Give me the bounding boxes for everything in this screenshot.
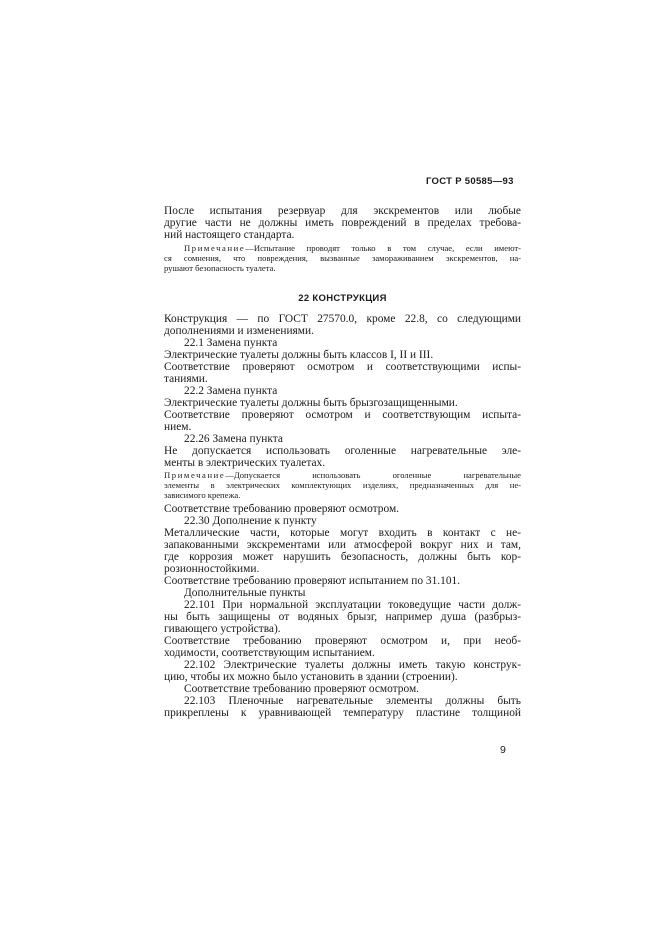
- clause-22-26-heading: 22.26 Замена пункта: [184, 433, 283, 445]
- intro-line-2: другие части не должны иметь повреждений в пределах требова-: [164, 217, 521, 229]
- clause-22-30-line-3: где коррозия может нарушить безопасность, должны быть кор-: [164, 551, 521, 563]
- clause-22-101-line-3: гивающего устройства).: [164, 623, 281, 635]
- note-2-line-3: зависимого крепежа.: [164, 490, 241, 500]
- note-2-label: Примечание: [164, 470, 226, 480]
- construction-lead-1: Конструкция — по ГОСТ 27570.0, кроме 22.8, со следующими: [164, 313, 521, 325]
- note-1-text: —Испытание проводят только в том случае, если имеют-: [245, 243, 521, 253]
- note-1-label: Примечание: [184, 243, 246, 253]
- clause-22-101-check-2: ходимости, соответствующим испытанием.: [164, 647, 375, 659]
- clause-22-30-check: Соответствие требованию проверяют испытанием по 31.101.: [164, 575, 461, 587]
- check-osmotr: Соответствие требованию проверяют осмотром.: [164, 503, 400, 515]
- construction-lead-2: дополнениями и изменениями.: [164, 325, 314, 337]
- clause-22-102-line-1: 22.102 Электрические туалеты должны иметь такую конструк-: [184, 659, 521, 671]
- note-1-line-1: [184, 243, 521, 253]
- intro-line-1: После испытания резервуар для экскрементов или любые: [164, 205, 521, 217]
- clause-22-101-line-1: 22.101 При нормальной эксплуатации токоведущие части долж-: [184, 599, 521, 611]
- clause-22-26-text-1: Не допускается использовать оголенные нагревательные эле-: [164, 445, 521, 457]
- intro-line-3: ний настоящего стандарта.: [164, 229, 295, 241]
- clause-22-101-line-2: ны быть защищены от водяных брызг, например душа (разбрыз-: [164, 611, 521, 623]
- note-1-line-2: ся сомнения, что повреждения, вызванные замораживанием экскрементов, на-: [164, 253, 521, 263]
- clause-22-103-line-1: 22.103 Пленочные нагревательные элементы должны быть: [184, 695, 521, 707]
- clause-22-103-line-2: прикреплены к уравнивающей температуру пластине толщиной: [164, 707, 521, 719]
- clause-22-30-line-2: запакованными экскрементами или атмосферой вокруг них и там,: [164, 539, 521, 551]
- clause-22-2-heading: 22.2 Замена пункта: [184, 385, 278, 397]
- note-1-line-3: рушают безопасность туалета.: [164, 263, 276, 273]
- clause-22-2-check-1: Соответствие проверяют осмотром и соответствующим испыта-: [164, 409, 521, 421]
- clause-22-1-check-2: таниями.: [164, 373, 208, 385]
- document-header: ГОСТ Р 50585—93: [426, 176, 514, 187]
- clause-22-30-heading: 22.30 Дополнение к пункту: [184, 515, 317, 527]
- clause-22-101-check-1: Соответствие требованию проверяют осмотром и, при необ-: [164, 635, 521, 647]
- section-title: 22 КОНСТРУКЦИЯ: [298, 293, 387, 304]
- clause-22-102-line-2: цию, чтобы их можно было установить в здании (строении).: [164, 671, 458, 683]
- clause-22-1-heading: 22.1 Замена пункта: [184, 337, 278, 349]
- additional-clauses-heading: Дополнительные пункты: [184, 587, 306, 599]
- clause-22-30-line-1: Металлические части, которые могут входить в контакт с не-: [164, 527, 521, 539]
- clause-22-26-text-2: менты в электрических туалетах.: [164, 457, 326, 469]
- clause-22-102-check: Соответствие требованию проверяют осмотром.: [184, 683, 420, 695]
- note-2-line-1: [164, 470, 521, 480]
- clause-22-1-check-1: Соответствие проверяют осмотром и соответствующими испы-: [164, 361, 521, 373]
- clause-22-2-check-2: нием.: [164, 421, 192, 433]
- page-number: 9: [500, 744, 506, 756]
- clause-22-2-text: Электрические туалеты должны быть брызгозащищенными.: [164, 397, 458, 409]
- note-2-text: —Допускается использовать оголенные нагревательные: [225, 470, 521, 480]
- note-2-line-2: элементы в электрических комплектующих изделиях, предназначенных для не-: [164, 480, 521, 490]
- clause-22-30-line-4: розионностойкими.: [164, 563, 260, 575]
- clause-22-1-text: Электрические туалеты должны быть классов I, II и III.: [164, 349, 434, 361]
